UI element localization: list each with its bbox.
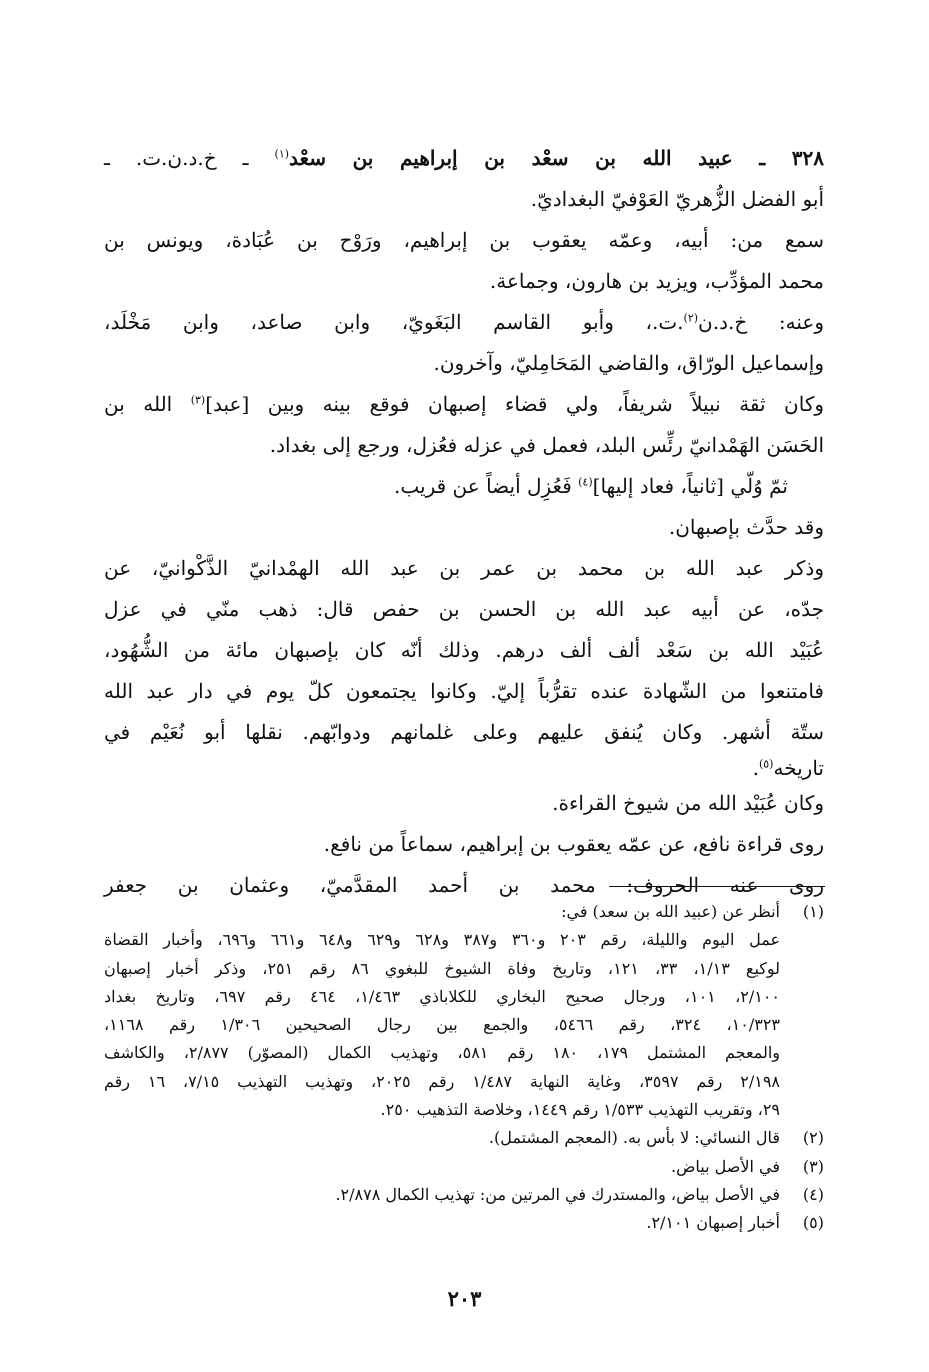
text-segment: تاريخه: [773, 756, 824, 780]
entry-codes: ـ خ.د.ن.ت. ـ: [104, 146, 249, 170]
footnote-line: قال النسائي: لا بأس به. (المعجم المشتمل).: [488, 1128, 780, 1148]
text-segment: .ت.، وأبو القاسم البَغَويّ، وابن صاعد، وابن مَخْلَد،: [104, 310, 684, 334]
text-line: محمد المؤدِّب، ويزيد بن هارون، وجماعة.: [489, 269, 824, 293]
footnote-line: عمل اليوم والليلة، رقم ٢٠٣ و٣٦٠ و٣٨٧ و٦٢٨ و٦٢٩ و٦٤٨ و٦٦١ و٦٩٦، وأخبار القضاة: [104, 930, 781, 950]
text-segment: الله بن: [104, 392, 173, 416]
footnote-text: [104, 1209, 780, 1237]
footnote-text: [104, 1124, 780, 1152]
text-segment: وعنه: خ.د.ن: [698, 310, 824, 334]
text-line: أبو الفضل الزُّهريّ العَوْفيّ البغداديّ.: [530, 187, 824, 211]
footnote-5: [104, 1209, 824, 1237]
footnote-line: والمعجم المشتمل ١٧٩، ١٨٠ رقم ٥٨١، وتهذيب الكمال (المصوّر) ٢/٨٧٧، والكاشف: [104, 1043, 781, 1063]
text-line: سمع من: أبيه، وعمّه يعقوب بن إبراهيم، ورَوْح بن عُبَادة، ويونس بن: [104, 228, 824, 252]
text-line: وذكر عبد الله بن محمد بن عمر بن عبد الله الهمْدانيّ الذَّكْوانيّ، عن: [104, 556, 824, 580]
entry-heading: [104, 138, 824, 179]
footnote-line: أخبار إصبهان ٢/١٠١.: [646, 1213, 780, 1233]
text-line: ستّة أشهر. وكان يُنفق عليهم وعلى غلمانهم ودوابّهم. نقلها أبو نُعَيْم في: [104, 720, 824, 744]
text-line: [104, 466, 824, 507]
text-line: روى عنه الحروف: محمد بن أحمد المقدَّميّ، وعثمان بن جعفر: [104, 873, 824, 897]
text-segment: .: [752, 756, 759, 780]
footnote-3: [104, 1153, 824, 1181]
text-line: فامتنعوا من الشّهادة عنده تقرُّباً إليّ. وكانوا يجتمعون كلّ يوم في دار عبد الله: [104, 679, 824, 703]
text-segment: ثمّ وُلّي [ثانياً، فعاد إليها]: [592, 474, 788, 498]
footnote-text: [104, 1153, 780, 1181]
footnote-ref: (٤): [578, 475, 593, 489]
footnote-line: لوكيع ١/١٣، ٣٣، ١٢١، وتاريخ وفاة الشيوخ للبغوي ٨٦ رقم ٢٥١، وذكر أخبار إصبهان: [104, 958, 781, 978]
footnote-ref: (٥): [758, 757, 774, 771]
footnote-line: ٢/١٠٠، ١٠١، ورجال صحيح البخاري للكلاباذي ١/٤٦٣، ٤٦٤ رقم ٦٩٧، وتاريخ بغداد: [104, 986, 781, 1006]
text-line: روى قراءة نافع، عن عمّه يعقوب بن إبراهيم، سماعاً من نافع.: [323, 832, 824, 856]
footnote-number: (١): [802, 902, 824, 921]
text-line: جدّه، عن أبيه عبد الله بن الحسن بن حفص قال: ذهب منّي في عزل: [104, 597, 825, 621]
text-line: [104, 302, 824, 343]
text-line: وإسماعيل الورّاق، والقاضي المَحَامِليّ، وآخرون.: [433, 351, 824, 375]
footnote-number: (٤): [802, 1184, 824, 1204]
footnotes: [104, 898, 824, 1238]
text-line: عُبَيْد الله بن سَعْد ألف ألف درهم. وذلك أنّه كان بإصبهان مائة من الشُّهُود،: [104, 638, 824, 662]
text-line: [104, 384, 824, 425]
footnote-number: (٣): [802, 1156, 824, 1176]
footnote-ref: (٢): [683, 311, 699, 325]
text-line: الحَسَن الهَمْدانيّ رئِّس البلد، فعمل في عزله فعُزل، ورجع إلى بغداد.: [269, 433, 824, 457]
text-line: وكان عُبَيْد الله من شيوخ القراءة.: [552, 791, 824, 815]
footnote-ref: (٣): [190, 393, 206, 407]
main-text: [104, 138, 824, 906]
page-number: ٢٠٣: [447, 1286, 482, 1311]
footnote-line: ٢٩، وتقريب التهذيب ١/٥٣٣ رقم ١٤٤٩، وخلاصة التذهيب ٢٥٠.: [380, 1100, 780, 1120]
footnote-2: [104, 1124, 824, 1152]
footnote-text: [104, 898, 780, 1124]
text-line: وقد حدَّث بإصبهان.: [668, 515, 824, 539]
footnote-4: [104, 1181, 824, 1209]
footnote-line: أنظر عن (عبيد الله بن سعد) في:: [561, 902, 780, 921]
footnote-text: [104, 1181, 780, 1209]
footnote-line: في الأصل بياض، والمستدرك في المرتين من: تهذيب الكمال ٢/٨٧٨.: [335, 1184, 780, 1204]
text-segment: وكان ثقة نبيلاً شريفاً، ولي قضاء إصبهان فوقع بينه وبين [عبد]: [205, 392, 824, 416]
footnote-line: ١٠/٣٢٣، ٣٢٤، رقم ٥٤٦٦، والجمع بين رجال الصحيحين ١/٣٠٦ رقم ١١٦٨،: [104, 1015, 781, 1035]
text-line: [104, 753, 824, 783]
entry-title: ٣٢٨ ـ عبيد الله بن سعْد بن إبراهيم بن سعْد: [289, 146, 824, 170]
footnote-number: (٢): [802, 1128, 824, 1148]
footnote-divider: [609, 886, 825, 887]
footnote-1: [104, 898, 824, 1124]
text-segment: فَعُزِل أيضاً عن قريب.: [394, 474, 572, 498]
footnote-ref: (١): [274, 147, 290, 161]
footnote-number: (٥): [802, 1213, 824, 1233]
footnote-line: في الأصل بياض.: [670, 1156, 780, 1176]
footnote-line: ٢/١٩٨ رقم ٣٥٩٧، وغاية النهاية ١/٤٨٧ رقم ٢٠٢٥، وتهذيب التهذيب ٧/١٥، ١٦ رقم: [104, 1071, 781, 1091]
